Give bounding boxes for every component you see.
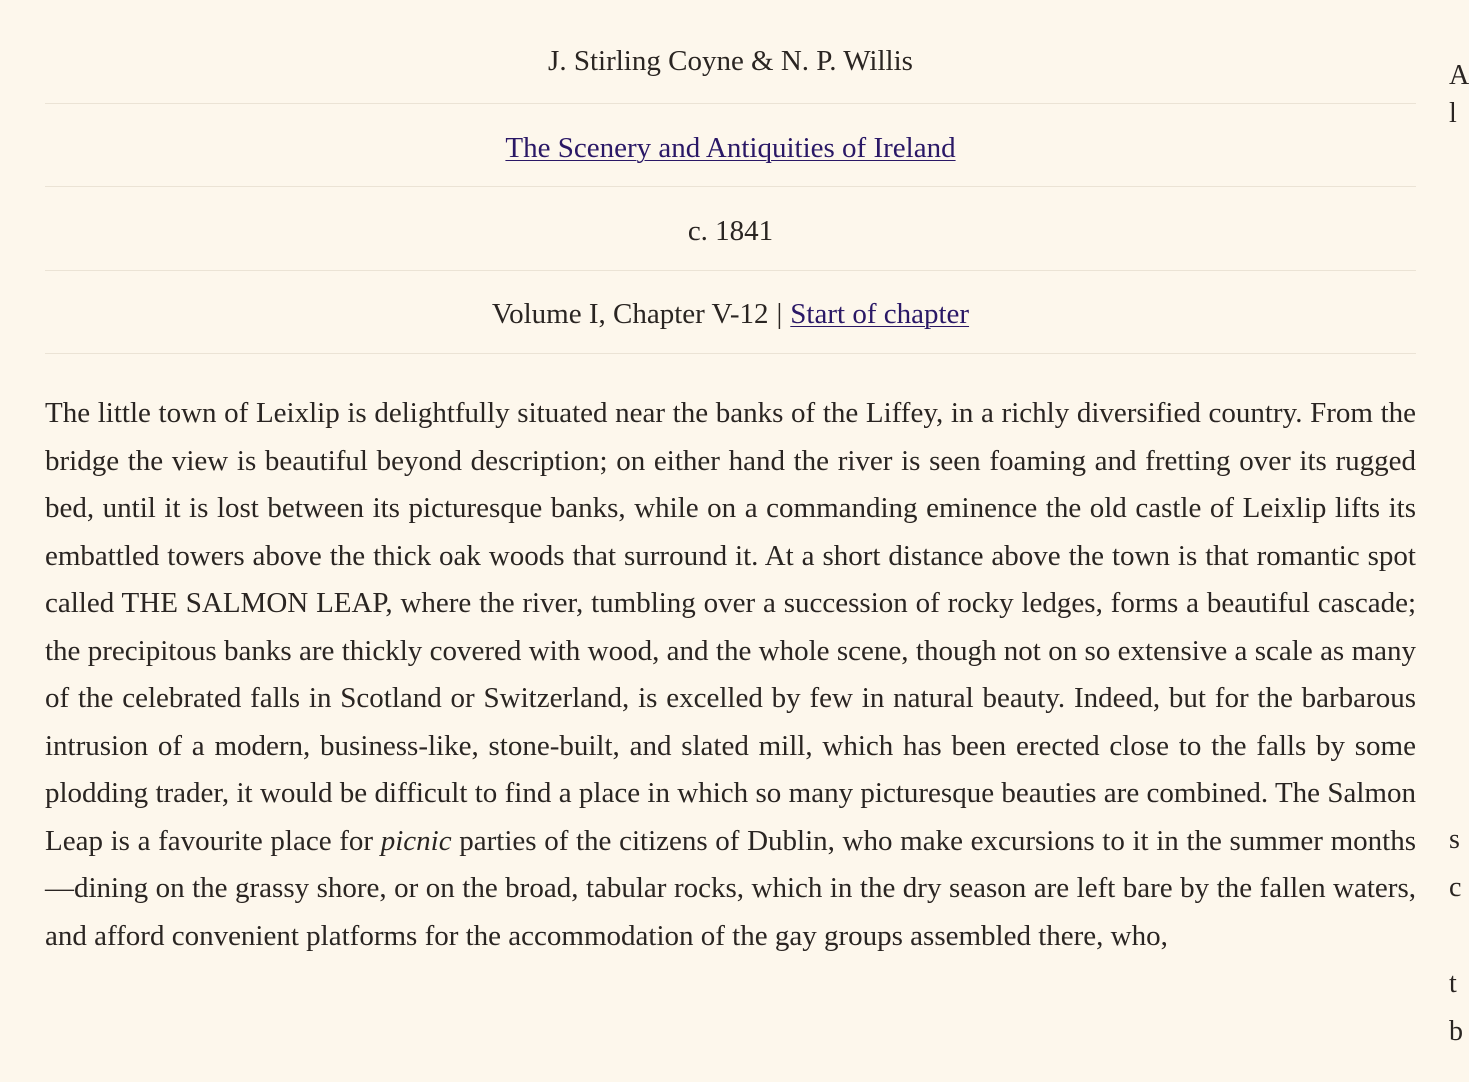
passage-text-part2: parties of the citizens of Dublin, who make excursions to it in the summer months—dining on the grassy shore, or on the broad, tabular rocks, which in the dry season are left bare by the fallen waters, and afford convenient platforms for the accommodation of the gay groups assembled there, who, bbox=[45, 824, 1417, 952]
edge-glyph: t bbox=[1449, 968, 1457, 999]
start-of-chapter-link[interactable]: Start of chapter bbox=[790, 298, 970, 330]
author-name: J. Stirling Coyne & N. P. Willis bbox=[548, 45, 913, 77]
edge-glyph: s bbox=[1449, 824, 1460, 855]
edge-glyph: A bbox=[1449, 60, 1469, 91]
publication-date: c. 1841 bbox=[687, 215, 774, 247]
passage-italic-word: picnic bbox=[380, 824, 452, 857]
separator: | bbox=[776, 298, 783, 330]
adjacent-column-edge bbox=[1445, 0, 1469, 1082]
date-row bbox=[45, 187, 1416, 271]
chapter-label: Volume I, Chapter V-12 bbox=[491, 298, 769, 330]
passage-paragraph bbox=[45, 390, 1416, 960]
title-row bbox=[45, 104, 1416, 187]
passage-text-part1: The little town of Leixlip is delightfully situated near the banks of the Liffey, in a richly diversified country. From the bridge the view is beautiful beyond description; on either hand the river is seen foaming and fretting over its rugged bed, until it is lost between its picturesque banks, while on a commanding eminence the old castle of Leixlip lifts its embattled towers above the thick oak woods that surround it. At a short distance above the town is that romantic spot called THE SALMON LEAP, where the river, tumbling over a succession of rocky ledges, forms a beautiful cascade; the precipitous banks are thickly covered with wood, and the whole scene, though not on so extensive a scale as many of the celebrated falls in Scotland or Switzerland, is excelled by few in natural beauty. Indeed, but for the barbarous intrusion of a modern, business-like, stone-built, and slated mill, which has been erected close to the falls by some plodding trader, it would be difficult to find a place in which so many picturesque beauties are combined. The Salmon Leap is a favourite place for bbox=[45, 397, 1416, 857]
author-row bbox=[45, 0, 1416, 104]
book-title-link[interactable]: The Scenery and Antiquities of Ireland bbox=[505, 132, 956, 164]
book-page bbox=[45, 0, 1416, 989]
edge-glyph: c bbox=[1449, 872, 1462, 903]
edge-glyph: l bbox=[1449, 98, 1457, 129]
edge-glyph: b bbox=[1449, 1016, 1463, 1047]
chapter-row bbox=[45, 271, 1416, 354]
